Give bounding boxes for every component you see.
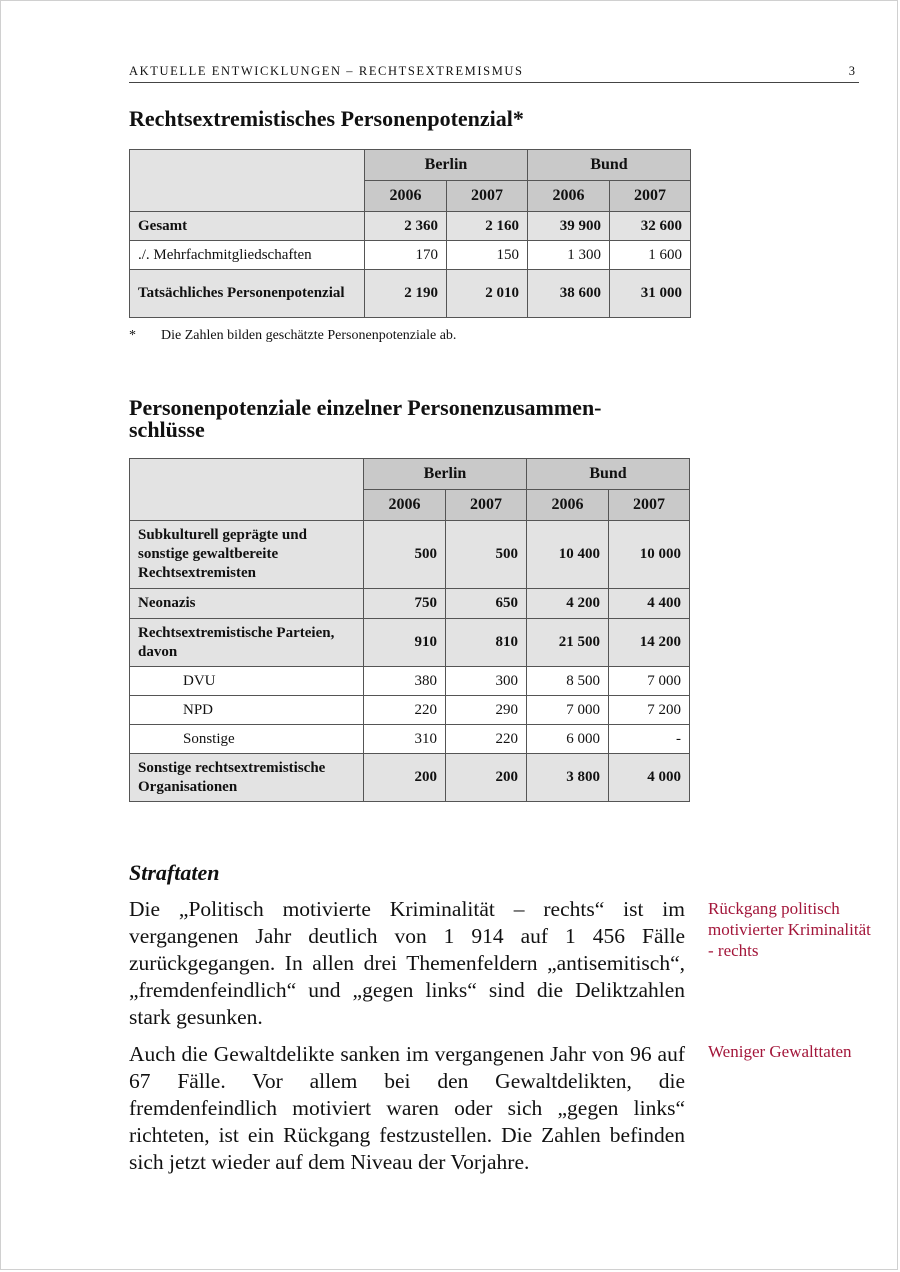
- footnote-mark: *: [129, 328, 136, 343]
- cell-value: -: [609, 725, 690, 754]
- cell-value: 200: [446, 754, 527, 802]
- table-row: [130, 241, 691, 270]
- table-row: [130, 619, 690, 667]
- table-corner: [130, 459, 364, 521]
- cell-value: 4 200: [527, 589, 609, 619]
- table1-heading: Rechtsextremistisches Personenpotenzial*: [129, 106, 524, 131]
- cell-value: 500: [364, 521, 446, 589]
- year-header: 2006: [527, 490, 609, 521]
- year-header: 2007: [447, 181, 528, 212]
- year-header: 2006: [528, 181, 610, 212]
- cell-value: 220: [364, 696, 446, 725]
- cell-value: 4 000: [609, 754, 690, 802]
- cell-value: 300: [446, 667, 527, 696]
- paragraph: Auch die Gewaltdelikte sanken im vergangenen Jahr von 96 auf 67 Fälle. Vor allem bei den Gewaltdelikten, die fremdenfeindlich motiviert waren oder sich „gegen links“ richteten, ist ein Rückgang festzustellen. Die Zahlen befinden sich jetzt wieder auf dem Niveau der Vorjahre.: [129, 1042, 685, 1174]
- cell-value: 2 160: [447, 212, 528, 241]
- group-header-berlin: Berlin: [365, 150, 528, 181]
- row-label: Gesamt: [130, 212, 365, 241]
- cell-value: 650: [446, 589, 527, 619]
- cell-value: 8 500: [527, 667, 609, 696]
- cell-value: 7 000: [527, 696, 609, 725]
- cell-value: 2 360: [365, 212, 447, 241]
- cell-value: 380: [364, 667, 446, 696]
- table-row: [130, 589, 690, 619]
- cell-value: 6 000: [527, 725, 609, 754]
- cell-value: 810: [446, 619, 527, 667]
- cell-value: 32 600: [610, 212, 691, 241]
- cell-value: 500: [446, 521, 527, 589]
- table-header-row: [130, 459, 690, 490]
- table-corner: [130, 150, 365, 212]
- paragraph: Die „Politisch motivierte Kriminalität – rechts“ ist im vergangenen Jahr deutlich von 1 914 auf 1 456 Fälle zurückgegangen. In allen drei Themenfeldern „antisemitisch“, „fremdenfeindlich“ und „gegen links“ sind die Deliktzahlen stark gesunken.: [129, 897, 685, 1029]
- table2-heading: Personenpotenziale einzelner Personenzusammen-schlüsse: [129, 395, 602, 442]
- row-label: Tatsächliches Personenpotenzial: [130, 270, 365, 318]
- footnote-text: Die Zahlen bilden geschätzte Personenpotenziale ab.: [161, 328, 457, 343]
- table-row: [130, 212, 691, 241]
- cell-value: 750: [364, 589, 446, 619]
- cell-value: 150: [447, 241, 528, 270]
- cell-value: 7 000: [609, 667, 690, 696]
- table-row: [130, 725, 690, 754]
- group-header-berlin: Berlin: [364, 459, 527, 490]
- cell-value: 910: [364, 619, 446, 667]
- row-label: Sonstige rechtsextremistische Organisationen: [130, 754, 364, 802]
- cell-value: 31 000: [610, 270, 691, 318]
- cell-value: 38 600: [528, 270, 610, 318]
- table-row: [130, 521, 690, 589]
- year-header: 2007: [610, 181, 691, 212]
- page-number: 3: [848, 64, 855, 78]
- cell-value: 2 010: [447, 270, 528, 318]
- table2: [129, 458, 690, 802]
- cell-value: 1 600: [610, 241, 691, 270]
- row-label: Sonstige: [130, 725, 364, 754]
- cell-value: 310: [364, 725, 446, 754]
- row-label: DVU: [130, 667, 364, 696]
- header-title: AKTUELLE ENTWICKLUNGEN – RECHTSEXTREMISMUS: [129, 64, 524, 78]
- year-header: 2006: [365, 181, 447, 212]
- cell-value: 4 400: [609, 589, 690, 619]
- row-label: Neonazis: [130, 589, 364, 619]
- cell-value: 220: [446, 725, 527, 754]
- margin-note: Weniger Gewalttaten: [708, 1042, 852, 1061]
- row-label: Rechtsextremistische Parteien, davon: [130, 619, 364, 667]
- table-row: [130, 696, 690, 725]
- cell-value: 2 190: [365, 270, 447, 318]
- cell-value: 3 800: [527, 754, 609, 802]
- cell-value: 14 200: [609, 619, 690, 667]
- cell-value: 170: [365, 241, 447, 270]
- table-row: [130, 270, 691, 318]
- section-heading: Straftaten: [129, 860, 220, 885]
- cell-value: 10 400: [527, 521, 609, 589]
- row-label: NPD: [130, 696, 364, 725]
- cell-value: 39 900: [528, 212, 610, 241]
- cell-value: 200: [364, 754, 446, 802]
- year-header: 2006: [364, 490, 446, 521]
- year-header: 2007: [609, 490, 690, 521]
- running-header: [129, 64, 859, 83]
- row-label: ./. Mehrfachmitgliedschaften: [130, 241, 365, 270]
- margin-note: Rückgang politisch motivierter Kriminalität - rechts: [708, 899, 871, 960]
- table-header-row: [130, 150, 691, 181]
- row-label: Subkulturell geprägte und sonstige gewaltbereite Rechtsextremisten: [130, 521, 364, 589]
- group-header-bund: Bund: [528, 150, 691, 181]
- year-header: 2007: [446, 490, 527, 521]
- group-header-bund: Bund: [527, 459, 690, 490]
- cell-value: 7 200: [609, 696, 690, 725]
- cell-value: 290: [446, 696, 527, 725]
- cell-value: 1 300: [528, 241, 610, 270]
- table-row: [130, 754, 690, 802]
- table1: [129, 149, 691, 318]
- cell-value: 10 000: [609, 521, 690, 589]
- cell-value: 21 500: [527, 619, 609, 667]
- table-row: [130, 667, 690, 696]
